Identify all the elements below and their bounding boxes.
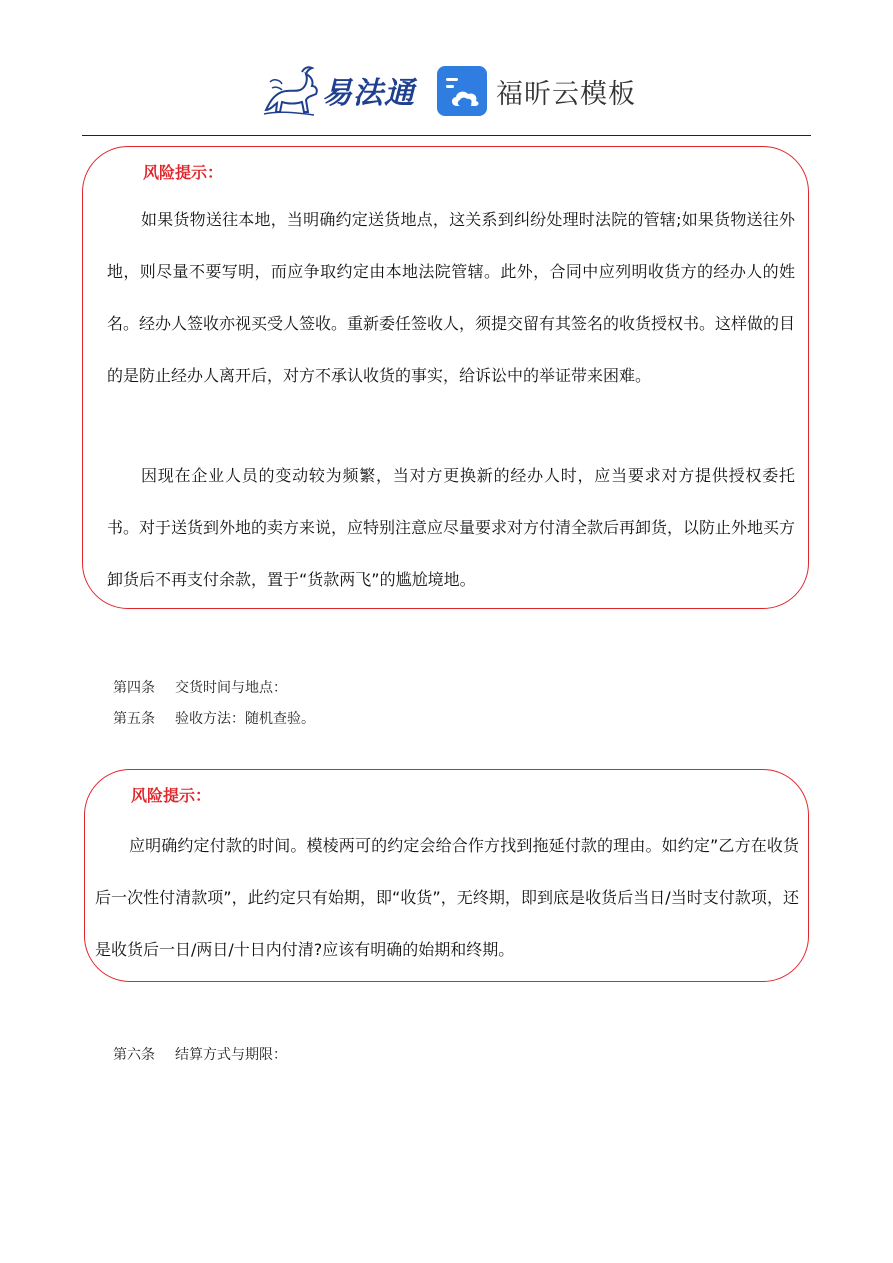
header-divider: [82, 135, 811, 136]
clause-text: 结算方式与期限：: [175, 1047, 287, 1063]
risk-notice-box: [82, 146, 809, 609]
clause-text: 验收方法：随机查验。: [175, 711, 315, 727]
yifatong-logo: [262, 62, 415, 118]
clause-article-6: [113, 1044, 287, 1064]
clause-article-5: [113, 708, 315, 728]
foxit-logo-text: 福昕云模板: [496, 78, 636, 110]
page-header: [0, 0, 893, 136]
risk-notice-box: [84, 769, 809, 982]
foxit-cloud-template-logo: [437, 66, 636, 116]
risk-notice-title: 风险提示：: [131, 786, 212, 805]
clause-article-4: [113, 677, 287, 697]
risk-notice-title: 风险提示：: [143, 163, 224, 182]
risk-notice-paragraph: 应明确约定付款的时间。模棱两可的约定会给合作方找到拖延付款的理由。如约定”乙方在收货后一次性付清款项”，此约定只有始期，即“收货”，无终期，即到底是收货后当日/当时支付款项，还是收货后一日/两日/十日内付清?应该有明确的始期和终期。: [95, 836, 799, 959]
clause-number: 第六条: [113, 1047, 155, 1063]
clause-number: 第四条: [113, 680, 155, 696]
qilin-icon: [262, 62, 320, 118]
risk-notice-paragraph: 因现在企业人员的变动较为频繁，当对方更换新的经办人时，应当要求对方提供授权委托书。对于送货到外地的卖方来说，应特别注意应尽量要求对方付清全款后再卸货，以防止外地买方卸货后不再支付余款，置于“货款两飞”的尴尬境地。: [107, 466, 796, 589]
yifatong-logo-text: 易法通: [322, 76, 415, 111]
clause-text: 交货时间与地点：: [175, 680, 287, 696]
foxit-cloud-icon: [437, 66, 487, 116]
risk-notice-paragraph: 如果货物送往本地，当明确约定送货地点，这关系到纠纷处理时法院的管辖;如果货物送往外地，则尽量不要写明，而应争取约定由本地法院管辖。此外，合同中应列明收货方的经办人的姓名。经办人签收亦视买受人签收。重新委任签收人，须提交留有其签名的收货授权书。这样做的目的是防止经办人离开后，对方不承认收货的事实，给诉讼中的举证带来困难。: [107, 210, 796, 385]
clause-number: 第五条: [113, 711, 155, 727]
